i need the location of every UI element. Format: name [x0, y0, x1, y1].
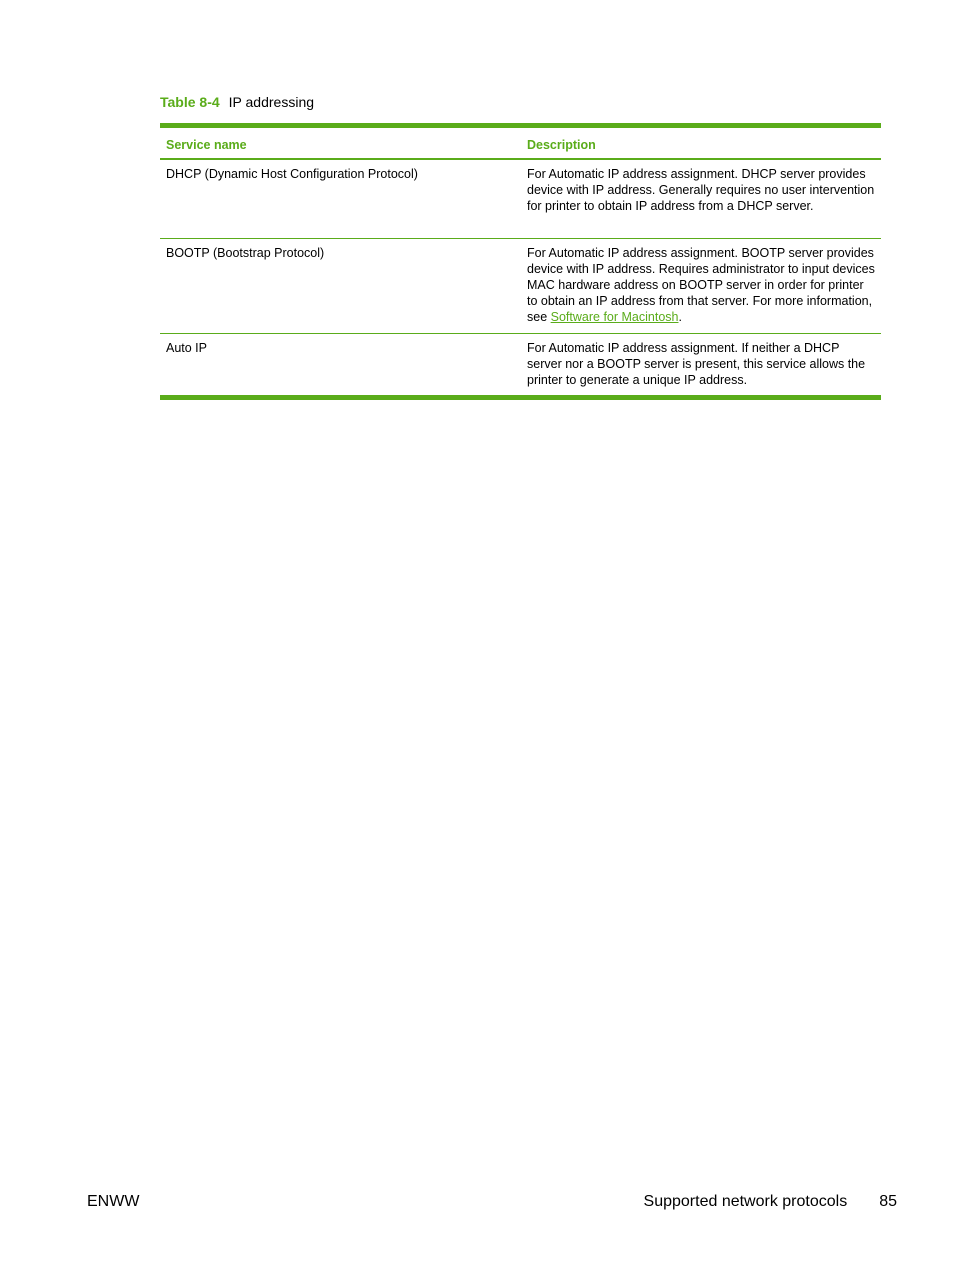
footer-section	[644, 1192, 897, 1212]
description-text-end: .	[678, 310, 682, 324]
table-row	[160, 333, 881, 395]
description-cell: For Automatic IP address assignment. If neither a DHCP server nor a BOOTP server is present, this service allows the printer to generate a unique IP address.	[527, 341, 866, 387]
service-name-cell: DHCP (Dynamic Host Configuration Protocol)	[166, 167, 418, 181]
table-number: Table 8-4	[160, 94, 220, 110]
description-cell	[521, 239, 881, 333]
table-caption	[160, 93, 314, 111]
table-header-row	[160, 128, 881, 159]
table-row	[160, 238, 881, 333]
footer-enww: ENWW	[87, 1193, 140, 1210]
page-number: 85	[879, 1193, 897, 1210]
table-row	[160, 159, 881, 238]
table-title: IP addressing	[228, 94, 315, 110]
header-service-name: Service name	[166, 138, 247, 152]
service-name-cell: Auto IP	[166, 341, 207, 355]
software-for-macintosh-link[interactable]: Software for Macintosh	[550, 310, 679, 324]
header-description: Description	[527, 138, 596, 152]
service-name-cell: BOOTP (Bootstrap Protocol)	[166, 246, 325, 260]
footer-section-title: Supported network protocols	[643, 1193, 848, 1210]
description-text: For Automatic IP address assignment. BOOTP server provides device with IP address. Requires administrator to input devices MAC hardware address on BOOTP server in order for printer to obtain an IP address from that server. For more information, see	[527, 246, 875, 324]
ip-addressing-table	[160, 123, 881, 400]
description-cell: For Automatic IP address assignment. DHCP server provides device with IP address. Generally requires no user intervention for printer to obtain IP address from a DHCP server.	[527, 167, 875, 213]
